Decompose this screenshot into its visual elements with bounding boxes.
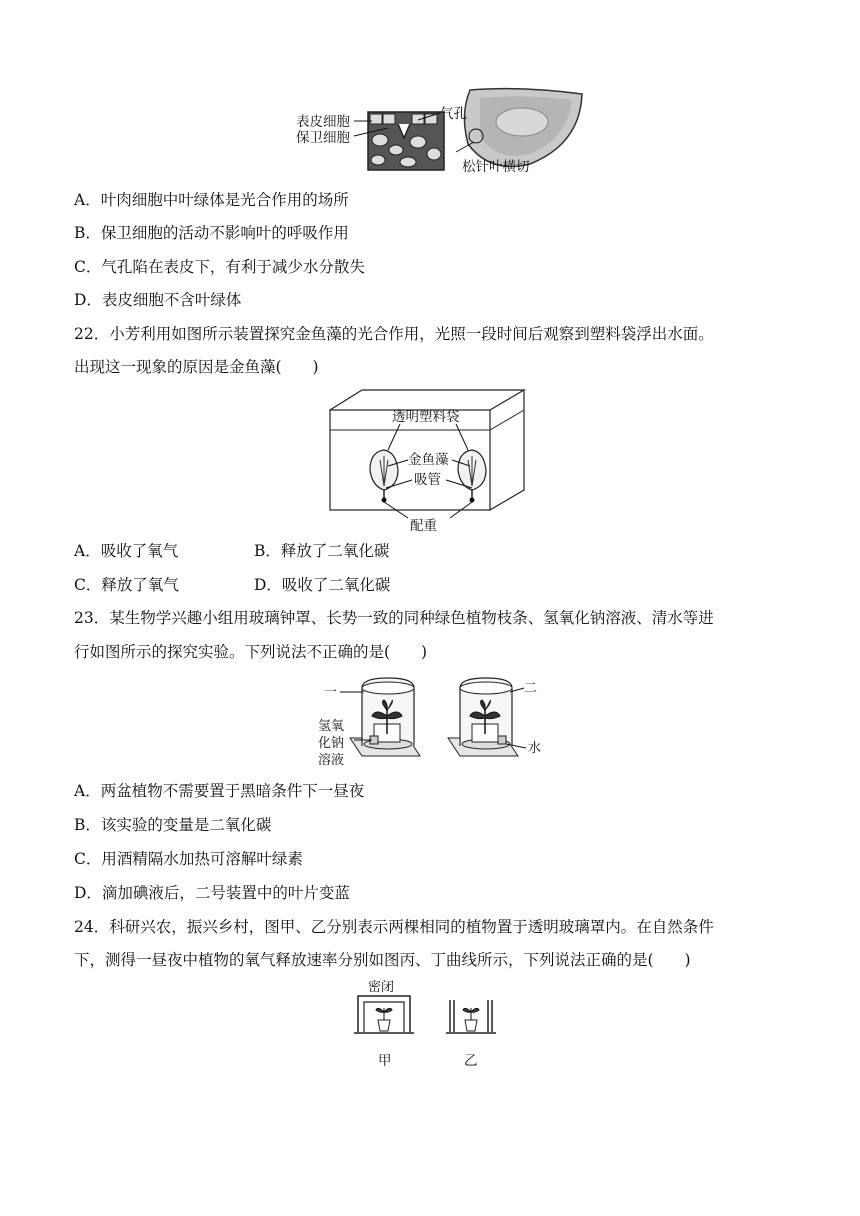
label-straw: 吸管	[414, 472, 441, 488]
label-naoh-line1: 氢氧	[318, 719, 345, 734]
sealed-and-open-cover-figure	[350, 976, 500, 1070]
cover-jia-sealed	[354, 996, 414, 1033]
q23-option-a: A．两盆植物不需要置于黑暗条件下一昼夜	[74, 782, 365, 800]
q22-option-d: D．吸收了二氧化碳	[254, 576, 391, 594]
q21-option-c: C．气孔陷在表皮下，有利于减少水分散失	[74, 258, 365, 276]
q23-option-c: C．用酒精隔水加热可溶解叶绿素	[74, 850, 303, 868]
label-jar-two: 二	[524, 681, 538, 696]
label-jia: 甲	[378, 1053, 392, 1069]
label-guard-cell: 保卫细胞	[296, 130, 350, 146]
pine-needle-cross-section-figure	[290, 84, 590, 178]
label-water: 水	[528, 741, 542, 756]
label-goldfish-weed: 金鱼藻	[408, 452, 449, 468]
q22-stem-line1: 22．小芳利用如图所示装置探究金鱼藻的光合作用，光照一段时间后观察到塑料袋浮出水面。	[74, 325, 714, 343]
label-naoh-line2: 化钠	[318, 736, 345, 751]
q21-option-d: D．表皮细胞不含叶绿体	[74, 291, 242, 309]
q22-stem-line2: 出现这一现象的原因是金鱼藻( )	[74, 358, 319, 376]
q23-option-b: B．该实验的变量是二氧化碳	[74, 816, 272, 834]
label-epidermis-cell: 表皮细胞	[296, 114, 350, 130]
q23-option-d: D．滴加碘液后，二号装置中的叶片变蓝	[74, 884, 350, 902]
label-pine-needle-section: 松针叶横切	[462, 159, 530, 175]
label-stoma: 气孔	[440, 106, 467, 122]
label-sealed: 密闭	[368, 980, 395, 995]
cover-yi-open	[446, 1000, 496, 1033]
q24-stem-line1: 24．科研兴农，振兴乡村，图甲、乙分别表示两棵相同的植物置于透明玻璃罩内。在自然条件	[74, 918, 714, 936]
q23-stem-line2: 行如图所示的探究实验。下列说法不正确的是( )	[74, 643, 428, 661]
q23-stem-line1: 23．某生物学兴趣小组用玻璃钟罩、长势一致的同种绿色植物枝条、氢氧化钠溶液、清水等进	[74, 609, 714, 627]
q22-option-a: A．吸收了氧气	[74, 542, 179, 560]
q21-option-a: A．叶肉细胞中叶绿体是光合作用的场所	[74, 191, 349, 209]
q22-option-c: C．释放了氧气	[74, 576, 179, 594]
bell-jar-experiment-figure	[314, 672, 550, 772]
right-plastic-bag	[458, 450, 486, 503]
q21-option-b: B．保卫细胞的活动不影响叶的呼吸作用	[74, 224, 349, 242]
label-yi: 乙	[464, 1053, 478, 1069]
label-naoh-line3: 溶液	[318, 753, 345, 768]
q24-stem-line2: 下，测得一昼夜中植物的氧气释放速率分别如图丙、丁曲线所示，下列说法正确的是( )	[74, 951, 691, 969]
bell-jar-one	[350, 678, 420, 756]
label-jar-one: 一	[324, 685, 338, 700]
goldfish-weed-tank-figure	[326, 386, 532, 534]
label-weight: 配重	[410, 518, 437, 534]
label-transparent-bag: 透明塑料袋	[392, 409, 460, 425]
left-plastic-bag	[370, 450, 398, 503]
q22-option-b: B．释放了二氧化碳	[254, 542, 390, 560]
